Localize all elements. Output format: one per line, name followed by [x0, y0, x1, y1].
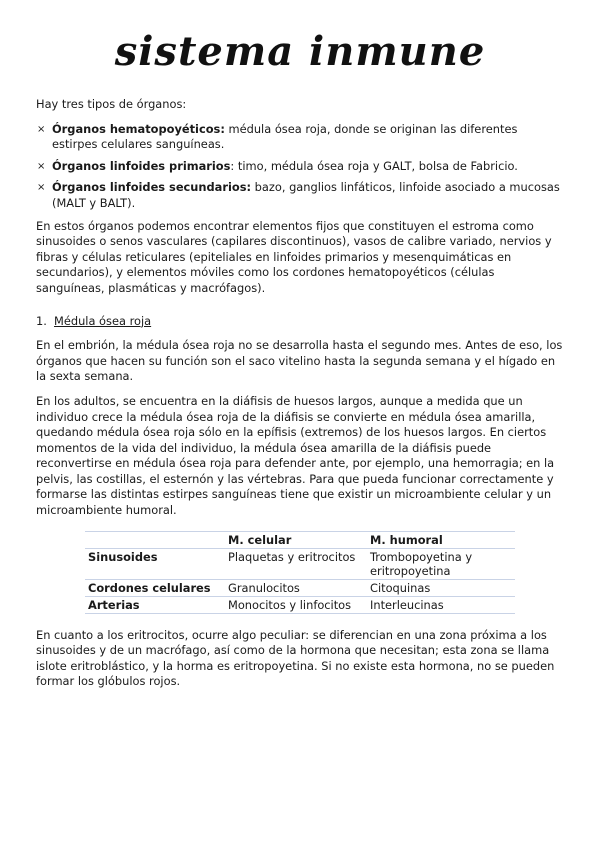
table-header-row	[85, 531, 515, 548]
table-header-cell	[85, 531, 225, 548]
organ-types-list	[36, 122, 564, 212]
bullet-x-icon: ×	[37, 123, 46, 135]
table-header-cell: M. humoral	[367, 531, 515, 548]
table-cell: Citoquinas	[367, 579, 515, 596]
table-row-header: Cordones celulares	[85, 579, 225, 596]
intro-paragraph: Hay tres tipos de órganos:	[36, 97, 187, 111]
list-item	[36, 180, 564, 211]
table-cell: Trombopoyetina y eritropoyetina	[367, 548, 515, 579]
organ-description: bazo, ganglios linfáticos, linfoide asociado a mucosas (MALT y BALT).	[52, 180, 560, 210]
organ-term: Órganos linfoides secundarios:	[52, 180, 252, 195]
list-item	[36, 122, 564, 153]
page-title: sistema inmune	[114, 28, 486, 75]
document-body	[36, 97, 564, 699]
stroma-paragraph: En estos órganos podemos encontrar elementos fijos que constituyen el estroma como sinusoides o senos vasculares (capilares discontinuos), vasos de calibre variado, nervios y fibras y células reticulares (epiteliales en linfoides primarios y mesenquimáticas en secundarios), y elementos móviles como los cordones hematopoyéticos (células sanguíneas, plasmáticas y macrófagos).	[36, 218, 552, 295]
table-cell: Plaquetas y eritrocitos	[225, 548, 367, 579]
table-row-header: Arterias	[85, 596, 225, 613]
organ-term: Órganos hematopoyéticos:	[52, 121, 225, 136]
organ-term: Órganos linfoides primarios	[52, 158, 231, 173]
table-row	[85, 579, 515, 596]
bullet-x-icon: ×	[37, 182, 46, 194]
section-heading	[36, 314, 564, 330]
embryo-paragraph: En el embrión, la médula ósea roja no se desarrolla hasta el segundo mes. Antes de eso, los órganos que hacen su función son el saco vitelino hasta la segunda semana y el hígado en la sexta semana.	[36, 338, 563, 384]
table-row	[85, 548, 515, 579]
microenvironment-table	[85, 531, 515, 614]
organ-description: médula ósea roja, donde se originan las diferentes estirpes celulares sanguíneas.	[52, 121, 518, 152]
table-cell: Interleucinas	[367, 596, 515, 613]
table-cell: Monocitos y linfocitos	[225, 596, 367, 613]
table-row-header: Sinusoides	[85, 548, 225, 579]
list-item	[36, 159, 564, 175]
table-header-cell: M. celular	[225, 531, 367, 548]
adults-paragraph: En los adultos, se encuentra en la diáfisis de huesos largos, aunque a medida que un individuo crece la médula ósea roja de la diáfisis se convierte en médula ósea amarilla, quedando médula ósea roja sólo en la epífisis (extremos) de los huesos largos. En ciertos momentos de la vida del individuo, la médula ósea amarilla de la diáfisis puede reconvertirse en médula ósea roja para defender ante, por ejemplo, una hemorragia; en la pelvis, las costillas, el esternón y las vértebras. Para que pueda funcionar correctamente y formarse las distintas estirpes sanguíneas tiene que existir un microambiente celular y un microambiente humoral.	[36, 393, 555, 518]
erythrocytes-paragraph: En cuanto a los eritrocitos, ocurre algo peculiar: se diferencian en una zona próxima a los sinusoides y de un macrófago, así como de la hormona que necesitan; esta zona se llama islote eritroblástico, y la horma es eritropoyetina. Si no existe esta hormona, no se pueden formar los glóbulos rojos.	[36, 627, 555, 689]
bullet-x-icon: ×	[37, 160, 46, 172]
organ-description: : timo, médula ósea roja y GALT, bolsa de Fabricio.	[230, 158, 518, 173]
section-number: 1.	[36, 313, 47, 328]
table-cell: Granulocitos	[225, 579, 367, 596]
table-row	[85, 596, 515, 613]
section-title: Médula ósea roja	[54, 313, 152, 328]
